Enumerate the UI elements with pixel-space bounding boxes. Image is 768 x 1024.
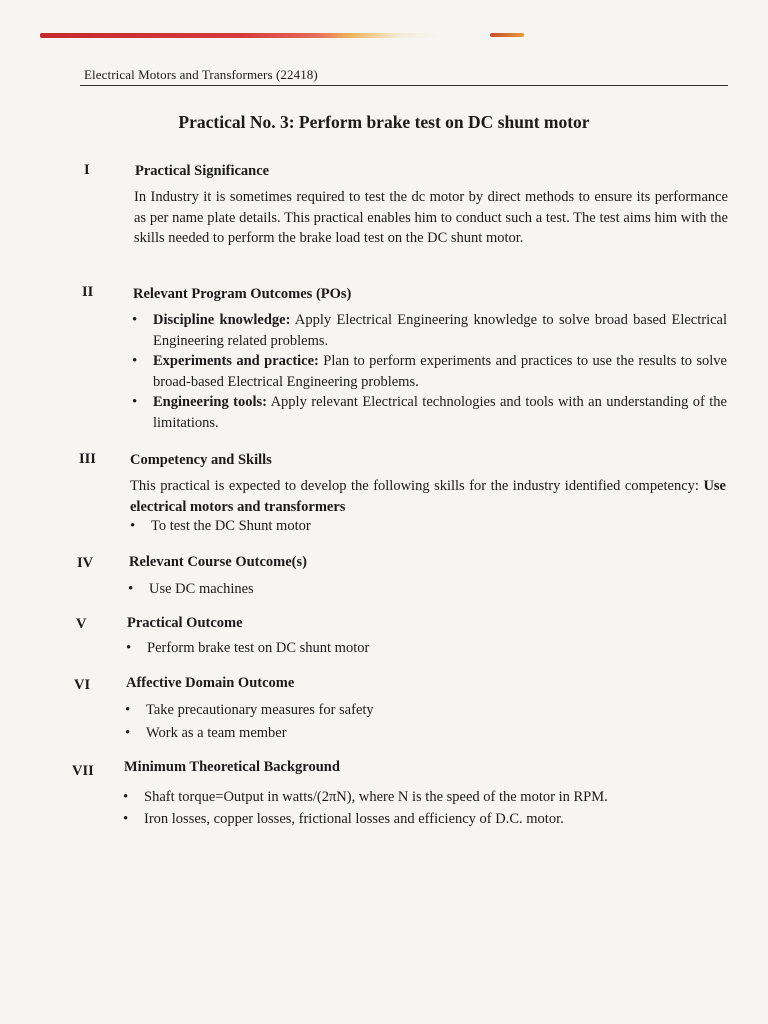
section-paragraph (130, 476, 726, 517)
bullet-icon: • (126, 640, 132, 656)
item-text: Shaft torque=Output in watts/(2πN), where N is the speed of the motor in RPM. (144, 789, 608, 805)
bullet-icon: • (128, 581, 134, 597)
section-number: VII (72, 763, 94, 779)
bullet-icon: • (132, 394, 138, 410)
item-text: Apply relevant Electrical technologies and tools with an understanding of the limitations. (153, 394, 727, 431)
page-title: Practical No. 3: Perform brake test on DC shunt motor (178, 112, 590, 132)
list-item (125, 638, 715, 659)
section-number: IV (77, 555, 94, 571)
outcomes-list (131, 310, 727, 433)
bullet-icon: • (123, 811, 129, 827)
bullet-icon: • (125, 702, 131, 718)
item-term: Experiments and practice: (153, 353, 319, 369)
list-item (131, 392, 727, 433)
section-number: VI (74, 677, 91, 693)
bullet-icon: • (130, 518, 136, 534)
list-item (122, 808, 722, 830)
bullet-icon: • (125, 725, 131, 741)
bullet-icon: • (132, 353, 138, 369)
item-text: Apply Electrical Engineering knowledge to solve broad based Electrical Engineering related problems. (153, 312, 728, 349)
list-item (124, 699, 714, 722)
section-title: Practical Significance (135, 163, 270, 179)
section-number: I (84, 162, 90, 178)
practical-outcome-list (125, 638, 715, 659)
section-title: Relevant Course Outcome(s) (129, 554, 307, 570)
affective-outcomes-list (124, 699, 714, 745)
list-item (131, 310, 727, 351)
section-paragraph: In Industry it is sometimes required to test the dc motor by direct methods to ensure its performance as per name plate details. This practical enables him to conduct such a test. The test aims him with the skills needed to perform the brake load test on the DC shunt motor. (134, 189, 728, 246)
course-outcomes-list (127, 579, 717, 600)
list-item (131, 351, 727, 392)
item-text: Perform brake test on DC shunt motor (147, 640, 370, 656)
section-title: Affective Domain Outcome (126, 675, 295, 691)
item-text: Take precautionary measures for safety (146, 702, 374, 718)
item-text: Plan to perform experiments and practices to use the results to solve broad-based Electrical Engineering problems. (153, 353, 727, 390)
item-term: Engineering tools: (153, 394, 267, 410)
section-title: Minimum Theoretical Background (124, 759, 340, 775)
bullet-icon: • (123, 789, 129, 805)
item-text: Work as a team member (146, 725, 287, 741)
item-text: To test the DC Shunt motor (151, 518, 311, 534)
section-title: Competency and Skills (130, 452, 272, 468)
section-title: Practical Outcome (127, 615, 243, 631)
theory-list (122, 786, 722, 830)
top-edge-marking (40, 33, 540, 38)
item-text: Use DC machines (149, 581, 254, 597)
list-item (127, 579, 717, 600)
section-number: II (82, 284, 94, 300)
running-header: Electrical Motors and Transformers (22418) (84, 67, 318, 82)
list-item (129, 516, 719, 537)
item-text: Iron losses, copper losses, frictional losses and efficiency of D.C. motor. (144, 811, 564, 827)
section-number: III (79, 451, 96, 467)
section-number: V (76, 616, 87, 632)
section-title: Relevant Program Outcomes (POs) (133, 286, 352, 302)
paragraph-text: This practical is expected to develop the following skills for the industry identified competency: (130, 478, 704, 494)
header-rule (80, 85, 728, 86)
bullet-icon: • (132, 312, 138, 328)
item-term: Discipline knowledge: (153, 312, 291, 328)
skills-list (129, 516, 719, 537)
list-item (122, 786, 722, 808)
top-edge-marking-fragment (490, 33, 524, 37)
list-item (124, 722, 714, 745)
competency-text: Use electrical motors and transformers (130, 478, 726, 515)
